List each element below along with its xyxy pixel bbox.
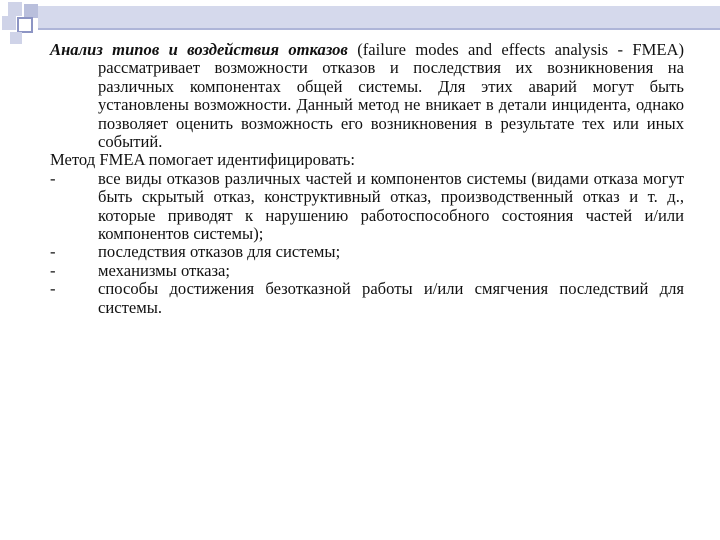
slide-body bbox=[50, 41, 684, 317]
light-square-left bbox=[2, 16, 16, 30]
intro-paragraph bbox=[50, 41, 684, 151]
bullet-dash: - bbox=[50, 168, 56, 188]
list-item bbox=[50, 262, 684, 280]
list-item-text: механизмы отказа; bbox=[98, 260, 231, 280]
lead-line: Метод FMEA помогает идентифицировать: bbox=[50, 150, 355, 170]
outline-square bbox=[18, 18, 32, 32]
dark-square-top bbox=[24, 4, 38, 18]
intro-bold-term: Анализ типов и воздействия отказов bbox=[50, 40, 348, 59]
header-bar bbox=[38, 6, 720, 28]
list-item-text: последствия отказов для системы; bbox=[98, 242, 341, 262]
light-square-bottom bbox=[10, 32, 22, 44]
list-item-text: все виды отказов различных частей и компонентов системы (видами отказа могут быть скрытый отказ, конструктивный отказ, производственный отказ и т. д., которые приводят к нарушению работоспособного состояния частей и/или компонентов системы); bbox=[98, 168, 684, 244]
bullet-dash: - bbox=[50, 242, 56, 262]
list-item-text: способы достижения безотказной работы и/или смягчения последствий для системы. bbox=[98, 279, 684, 317]
list-item bbox=[50, 280, 684, 317]
list-item bbox=[50, 170, 684, 244]
light-square-top bbox=[8, 2, 22, 16]
header-line bbox=[38, 28, 720, 30]
intro-text: (failure modes and effects analysis - FMEA) рассматривает возможности отказов и последствия их возникновения на различных компонентах общей системы. Для этих аварий могут быть установлены возможности. Данный метод не вникает в детали инцидента, однако позволяет оценить возможность его возникновения в результате тех или иных событий. bbox=[98, 40, 684, 152]
bullet-dash: - bbox=[50, 260, 56, 280]
bullet-dash: - bbox=[50, 279, 56, 299]
list-item bbox=[50, 243, 684, 261]
